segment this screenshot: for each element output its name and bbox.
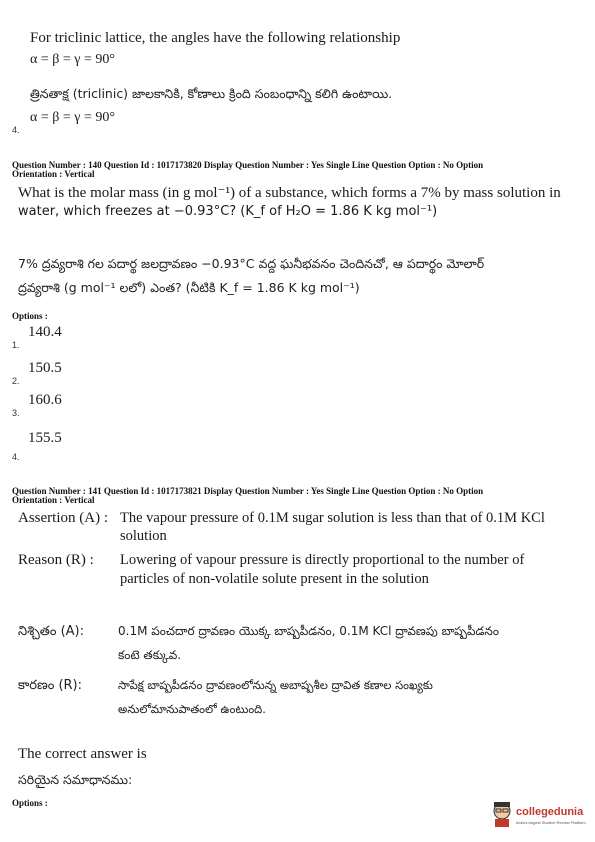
reason-text-line1: Lowering of vapour pressure is directly proportional to the number of [120,552,525,568]
assertion-text-te-line1: 0.1M పంచదార ద్రావణం యొక్క బాష్పపీడనం, 0.1M KCl ద్రావణపు బాష్పపీడనం [118,624,499,638]
q140-option-2-number: 2. [12,376,20,386]
brand-name: collegedunia [516,806,584,818]
assertion-label: Assertion (A) : [18,510,108,526]
q140-question-te-line2: ద్రవ్యరాశి (g mol⁻¹ లలో) ఎంత? (నీటికి K_f = 1.86 K kg mol⁻¹) [18,280,360,295]
q140-question-en-line1: What is the molar mass (in g mol⁻¹) of a substance, which forms a 7% by mass solution in [18,185,561,201]
reason-label-te: కారణం (R): [18,678,82,693]
q140-option-3-number: 3. [12,408,20,418]
q140-question-te-line1: 7% ద్రవ్యరాశి గల పదార్థ జలద్రావణం −0.93°C వద్ద ఘనీభవనం చెందినచో, ఆ పదార్థం మోలార్ [18,256,485,271]
q139-line1: For triclinic lattice, the angles have the following relationship [30,30,401,46]
q140-option-2-value: 150.5 [28,360,62,376]
q139-telugu-line: త్రినతాక్ష (triclinic) జాలకానికి, కోణాలు క్రింది సంబంధాన్ని కలిగి ఉంటాయి. [30,86,393,101]
collegedunia-logo-icon [490,800,514,828]
reason-label: Reason (R) : [18,552,94,568]
q141-options-label: Options : [12,798,48,808]
q140-header: Question Number : 140 Question Id : 1017173820 Display Question Number : Yes Single Line Question Option : No Option [12,160,484,170]
reason-text-te-line1: సాపేక్ష బాష్పపీడనం ద్రావణంలోనున్న అబాష్పశీల ద్రావిత కణాల సంఖ్యకు [118,678,433,692]
q140-option-1-number: 1. [12,340,20,350]
assertion-text-line1: The vapour pressure of 0.1M sugar solution is less than that of 0.1M KCl [120,510,545,526]
q141-header: Question Number : 141 Question Id : 1017173821 Display Question Number : Yes Single Line Question Option : No Option [12,486,484,496]
brand-tagline: India's largest Student Review Platform [516,820,586,825]
q139-equation-2: α = β = γ = 90° [30,110,115,125]
assertion-text-line2: solution [120,528,167,544]
q140-options-label: Options : [12,311,48,321]
q140-orientation: Orientation : Vertical [12,169,95,179]
q140-option-3-value: 160.6 [28,392,62,408]
q139-option-number: 4. [12,125,20,135]
reason-text-line2: particles of non-volatile solute present in the solution [120,571,429,587]
assertion-text-te-line2: కంటె తక్కువ. [118,648,182,662]
q140-question-en-line2: water, which freezes at −0.93°C? (K_f of H₂O = 1.86 K kg mol⁻¹) [18,204,438,219]
assertion-label-te: నిశ్చితం (A): [18,624,85,639]
q140-option-4-number: 4. [12,452,20,462]
q141-orientation: Orientation : Vertical [12,495,95,505]
reason-text-te-line2: అనులోమానుపాతంలో ఉంటుంది. [118,702,266,716]
q140-option-4-value: 155.5 [28,430,62,446]
correct-answer-te: సరియైన సమాధానము: [18,772,133,787]
correct-answer-en: The correct answer is [18,746,147,762]
q140-option-1-value: 140.4 [28,324,62,340]
q139-equation-1: α = β = γ = 90° [30,52,115,67]
